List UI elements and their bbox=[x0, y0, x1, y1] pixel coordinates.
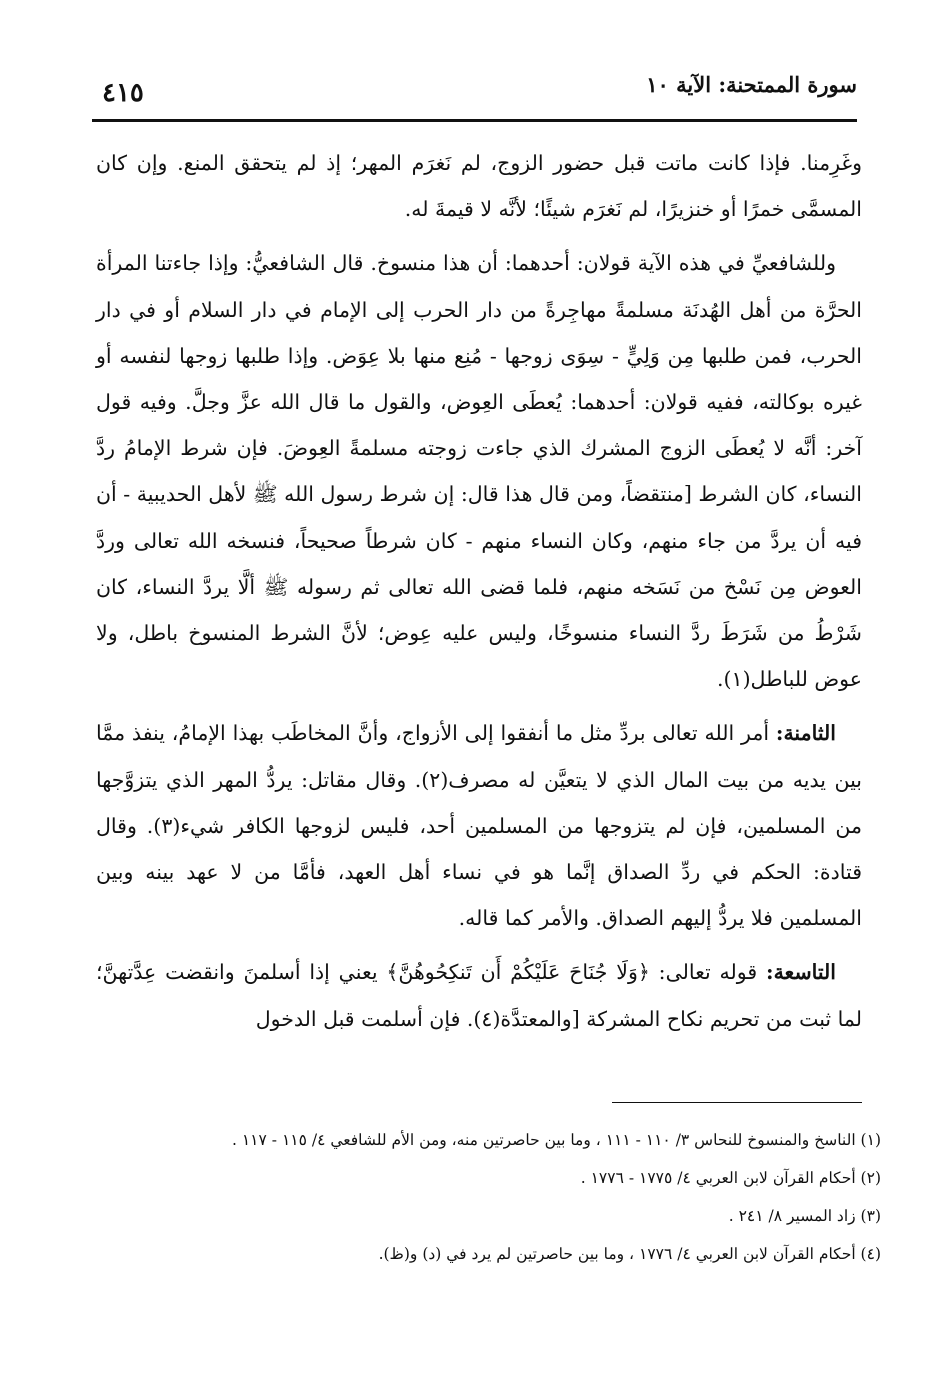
paragraph bbox=[96, 949, 862, 1041]
section-term: التاسعة: bbox=[766, 960, 836, 985]
footnote: (٣) زاد المسير ٨/ ٢٤١ . bbox=[728, 1207, 881, 1225]
footnote: (٢) أحكام القرآن لابن العربي ٤/ ١٧٧٥ - ١٧٧٦ . bbox=[580, 1169, 881, 1187]
section-term: الثامنة: bbox=[775, 721, 836, 746]
footnote-divider bbox=[612, 1102, 862, 1103]
footnote: (١) الناسخ والمنسوخ للنحاس ٣/ ١١٠ - ١١١ ، وما بين حاصرتين منه، ومن الأم للشافعي ٤/ ١١٥ - ١١٧ . bbox=[232, 1131, 881, 1149]
paragraph-text: قوله تعالى: ﴿وَلَا جُنَاحَ عَلَيْكُمْ أَن تَنكِحُوهُنَّ﴾ يعني إذا أسلمنَ وانقضت عِدَّتهنَّ؛ لما ثبت من تحريم نكاح المشركة [والمعتدَّة(٤). فإن أسلمت قبل الدخول bbox=[96, 960, 862, 1031]
header-divider bbox=[92, 119, 857, 122]
running-title: سورة الممتحنة: الآية ١٠ bbox=[646, 72, 857, 97]
page-header bbox=[92, 64, 857, 122]
page-number: ٤١٥ bbox=[102, 78, 144, 108]
footnote: (٤) أحكام القرآن لابن العربي ٤/ ١٧٧٦ ، وما بين حاصرتين لم يرد في (د) و(ظ). bbox=[378, 1245, 881, 1263]
paragraph-text: أمر الله تعالى بردِّ مثل ما أنفقوا إلى الأزواج، وأنَّ المخاطَب بهذا الإمامُ، ينفذ ممَّا بين يديه من بيت المال الذي لا يتعيَّن له مصرف(٢). وقال مقاتل: يردُّ المهر الذي يتزوَّجها من المسلمين، فإن لم يتزوجها من المسلمين أحد، فليس لزوجها الكافر شيء(٣). وقال قتادة: الحكم في ردِّ الصداق إنَّما هو في نساء أهل العهد، فأمَّا من لا عهد بينه وبين المسلمين فلا يردُّ إليهم الصداق. والأمر كما قاله. bbox=[96, 721, 863, 931]
paragraph bbox=[96, 140, 862, 232]
paragraph bbox=[96, 710, 862, 941]
footnotes bbox=[96, 1124, 881, 1276]
paragraph-text: وللشافعيِّ في هذه الآية قولان: أحدهما: أن هذا منسوخ. قال الشافعيُّ: وإذا جاءتنا المرأة الحرَّة من أهل الهُدنَة مسلمةً مهاجِرةً من دار الحرب إلى الإمام في دار السلام أو في دار الحرب، فمن طلبها مِن وَلِيٍّ - سِوَى زوجها - مُنِع منها بلا عِوَض. وإذا طلبها زوجها لنفسه أو غيره بوكالته، ففيه قولان: أحدهما: يُعطَى العِوض، والقول ما قال الله عزَّ وجلَّ. وفيه قول آخر: أنَّه لا يُعطَى الزوج المشرك الذي جاءت زوجته مسلمةً العِوضَ. فإن شرط الإمامُ ردَّ النساء، كان الشرط [منتقضاً، ومن قال هذا قال: إن شرط رسول الله ﷺ لأهل الحديبية - أن فيه أن يردَّ من جاء منهم، وكان النساء منهم - كان شرطاً صحيحاً، فنسخه الله تعالى وردَّ العوض مِن نَسْخ من نَسَخه منهم، فلما قضى الله تعالى ثم رسوله ﷺ ألَّا يردَّ النساء، كان شَرْطُ من شَرَطَ ردَّ النساء منسوخًا، وليس عليه عِوض؛ لأنَّ الشرط المنسوخ باطل، ولا عوض للباطل(١). bbox=[96, 251, 862, 692]
main-text bbox=[96, 140, 862, 1042]
paragraph bbox=[96, 240, 862, 702]
paragraph-text: وغَرِمنا. فإذا كانت ماتت قبل حضور الزوج، لم نَغرَم المهر؛ إذ لم يتحقق المنع. وإن كان المسمَّى خمرًا أو خنزيرًا، لم نَغرَم شيئًا؛ لأنَّه لا قيمةَ له. bbox=[96, 151, 862, 222]
